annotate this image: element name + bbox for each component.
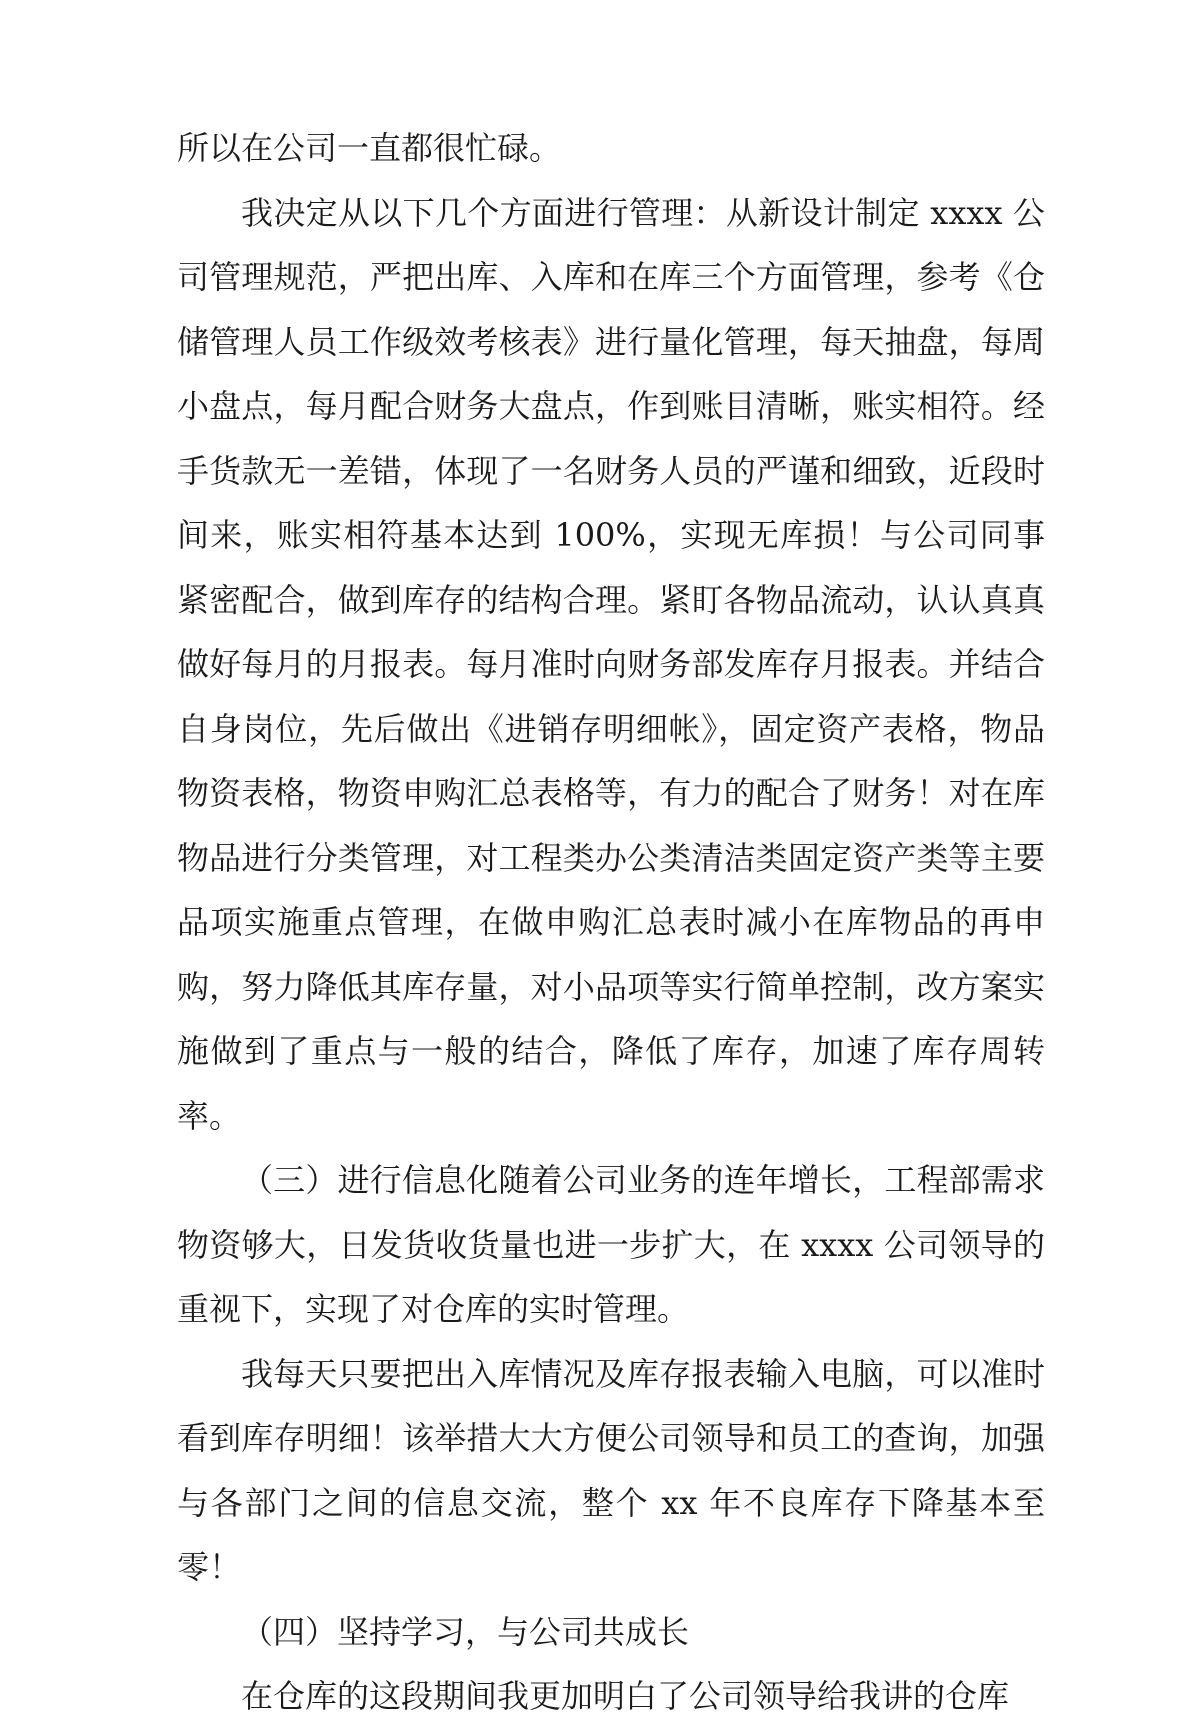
paragraph-warehouse-period: 在仓库的这段期间我更加明白了公司领导给我讲的仓库 xyxy=(241,1677,1010,1715)
document-body xyxy=(177,116,1045,1729)
paragraph-continuation: 所以在公司一直都很忙碌。 xyxy=(177,129,562,167)
paragraph-section-three: （三）进行信息化随着公司业务的连年增长，工程部需求物资够大，日发货收货量也进一步扩大，在 xxxx 公司领导的重视下，实现了对仓库的实时管理。 xyxy=(177,1161,1045,1328)
paragraph-section-four-heading: （四）坚持学习，与公司共成长 xyxy=(241,1612,690,1651)
paragraph-management: 我决定从以下几个方面进行管理：从新设计制定 xxxx 公司管理规范，严把出库、入库和在库三个方面管理，参考《仓储管理人员工作级效考核表》进行量化管理，每天抽盘，每周小盘点，每月配合财务大盘点，作到账目清晰，账实相符。经手货款无一差错，体现了一名财务人员的严谨和细致，近段时间来，账实相符基本达到 100%，实现无库损！与公司同事紧密配合，做到库存的结构合理。紧盯各物品流动，认认真真做好每月的月报表。每月准时向财务部发库存月报表。并结合自身岗位，先后做出《进销存明细帐》，固定资产表格，物品物资表格，物资申购汇总表格等，有力的配合了财务！对在库物品进行分类管理，对工程类办公类清洁类固定资产类等主要品项实施重点管理，在做申购汇总表时减小在库物品的再申购，努力降低其库存量，对小品项等实行简单控制，改方案实施做到了重点与一般的结合，降低了库存，加速了库存周转率。 xyxy=(177,193,1045,1135)
paragraph-computer-entry: 我每天只要把出入库情况及库存报表输入电脑，可以准时看到库存明细！该举措大大方便公司领导和员工的查询，加强与各部门之间的信息交流，整个 xx 年不良库存下降基本至零！ xyxy=(177,1354,1045,1586)
